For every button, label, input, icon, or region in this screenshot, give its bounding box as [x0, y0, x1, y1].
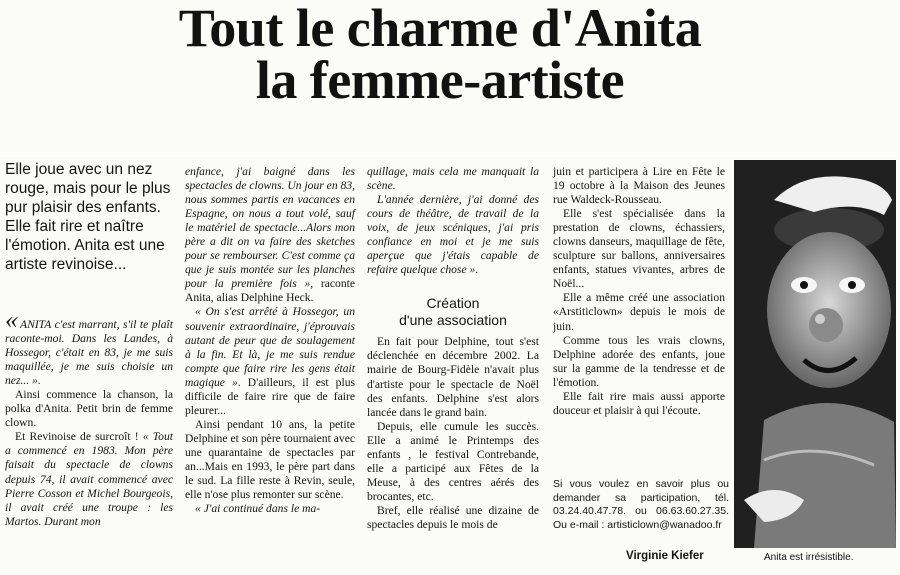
column-3 [367, 165, 539, 532]
lead-paragraph: Elle joue avec un nez rouge, mais pour le plus pur plaisir des enfants. Elle fait rire et naître l'émotion. Anita est une artiste revinoise... [5, 161, 171, 273]
paragraph: « On s'est arrêté à Hossegor, un souvenir extraordinaire, j'éprouvais autant de peur que de soulagement à la fin. Et là, je me suis rendue compte que faire rire les gens était magique ». D'ailleurs, il est plus difficile de faire rire que de faire pleurer... [185, 305, 356, 417]
subheading: Création d'une association [399, 295, 507, 329]
paragraph: Depuis, elle cumule les succès. Elle a animé le Printemps des enfants , le festival Contrebande, elle a participé aux Fêtes de la Meuse, à des centres aérés des brocantes, etc. [367, 419, 539, 503]
column-2 [185, 165, 355, 516]
paragraph: En fait pour Delphine, tout s'est déclenchée en décembre 2002. La mairie de Bourg-Fidèle n'avait plus d'artiste pour le spectacle de Noël des enfants. Delphine s'est alors lancée dans le grand bain. [367, 335, 539, 419]
byline: Virginie Kiefer [626, 550, 704, 562]
paragraph: Bref, elle réalisé une dizaine de spectacles depuis le mois de [367, 503, 539, 531]
headline [90, 0, 790, 110]
paragraph: Et Revinoise de surcroît ! « Tout a commencé en 1983. Mon père faisait du spectacle de clowns depuis 74, il avait commencé avec Pierre Cosson et Michel Bourgeois, il avait créé une troupe : les Martos. Durant mon [5, 430, 173, 528]
paragraph: juin et participera à Lire en Fête le 19 octobre à la Maison des Jeunes rue Waldeck-Rousseau. [553, 165, 725, 207]
column-1 [5, 305, 173, 529]
column-4 [553, 165, 725, 418]
paragraph: enfance, j'ai baigné dans les spectacles de clowns. Un jour en 83, nous sommes partis en vacances en Espagne, on nous a tout volé, sauf le matériel de spectacle...Alors mon père a dit on va faire des sketches pour se rembourser. C'est comme ça que je suis montée sur les planches pour la première fois », raconte Anita, alias Delphine Heck. [185, 165, 356, 305]
paragraph: Elle s'est spécialisée dans la prestation de clowns, échassiers, clowns danseurs, maquillage de fête, sculpture sur ballons, anniversaires enfants, statues vivantes, arbres de Noël... [553, 207, 725, 291]
paragraph: quillage, mais cela me manquait la scène. [367, 165, 539, 193]
headline-line-1: Tout le charme d'Anita [178, 0, 702, 58]
paragraph: Ainsi pendant 10 ans, la petite Delphine et son père tournaient avec une quarantaine de spectacles par an...Mais en 1993, le père part dans le sud. La fille reste à Revin, seule, elle n'ose plus remonter sur scène. [185, 417, 355, 502]
paragraph: Ainsi commence la chanson, la polka d'Anita. Petit brin de femme clown. [5, 388, 173, 430]
paragraph: L'année dernière, j'ai donné des cours de théâtre, de travail de la voix, de jeux scéniques, j'ai pris confiance en moi et je me suis aperçue que j'étais capable de refaire quelque chose ». [367, 193, 539, 277]
clown-photo [734, 160, 896, 548]
paragraph: « J'ai continué dans le ma- [195, 502, 321, 516]
contact-info: Si vous voulez en savoir plus ou demander sa participation, tél. 03.24.40.47.78. ou 06.63.60.27.35. Ou e-mail : artisticlown@wanadoo.fr [553, 478, 729, 531]
paragraph: Comme tous les vrais clowns, Delphine adorée des enfants, joue sur la gamme de la tendresse et de l'émotion. [553, 333, 725, 389]
paragraph: Elle a même créé une association «Arstiticlown» depuis le mois de juin. [553, 291, 725, 333]
opening-quote: « ANITA c'est marrant, s'il te plaît raconte-moi. Dans les Landes, à Hossegor, c'était en 83, je me suis maquillée, je me suis choisie un nez... ». [5, 305, 173, 388]
top-rule [0, 152, 900, 153]
photo-caption: Anita est irrésistible. [764, 552, 854, 563]
headline-line-2: la femme-artiste [255, 50, 625, 110]
paragraph: Elle fait rire mais aussi apporte douceur et plaisir à qui l'écoute. [553, 389, 725, 417]
clown-photo-illustration [734, 160, 896, 548]
